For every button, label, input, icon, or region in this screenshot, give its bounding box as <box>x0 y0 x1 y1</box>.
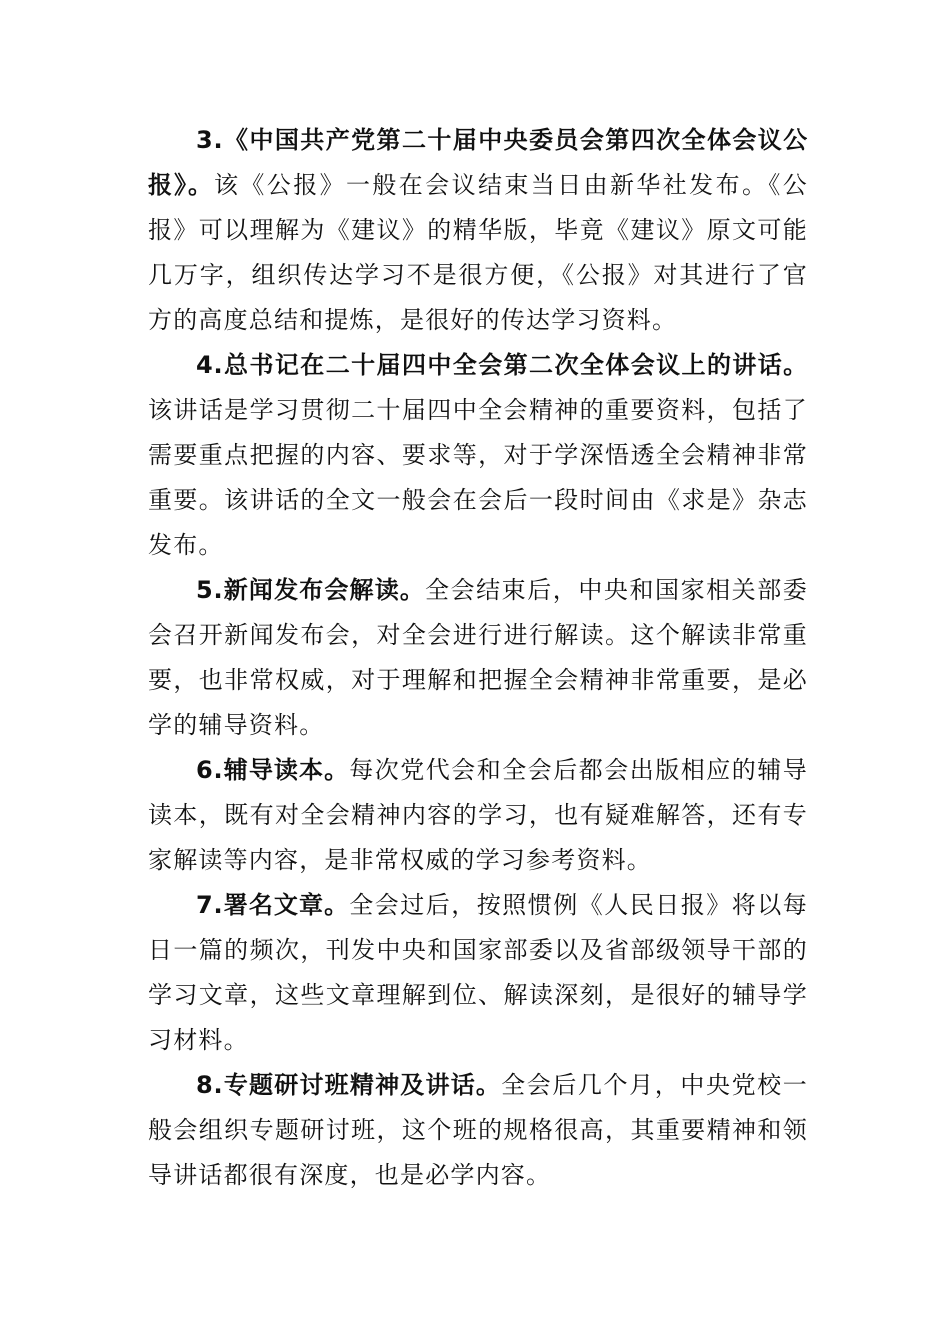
paragraph-heading: 5.新闻发布会解读。 <box>196 576 426 604</box>
paragraph-heading: 4.总书记在二十届四中全会第二次全体会议上的讲话。 <box>196 351 808 379</box>
paragraph-item-3 <box>148 118 808 343</box>
paragraph-body: 该《公报》一般在会议结束当日由新华社发布。《公报》可以理解为《建议》的精华版，毕竟《建议》原文可能几万字，组织传达学习不是很方便，《公报》对其进行了官方的高度总结和提炼，是很好的传达学习资料。 <box>148 171 808 334</box>
paragraph-heading: 3.《中国共产党第二十届中央委员会第四次全体会议公报》。 <box>148 126 808 199</box>
paragraph-body: 全会结束后，中央和国家相关部委会召开新闻发布会，对全会进行进行解读。这个解读非常重要，也非常权威，对于理解和把握全会精神非常重要，是必学的辅导资料。 <box>148 576 808 739</box>
paragraph-body: 全会后几个月，中央党校一般会组织专题研讨班，这个班的规格很高，其重要精神和领导讲话都很有深度，也是必学内容。 <box>148 1071 808 1189</box>
paragraph-item-6 <box>148 748 808 883</box>
paragraph-heading: 8.专题研讨班精神及讲话。 <box>196 1071 502 1099</box>
paragraph-item-4 <box>148 343 808 568</box>
paragraph-heading: 6.辅导读本。 <box>196 756 350 784</box>
paragraph-body: 每次党代会和全会后都会出版相应的辅导读本，既有对全会精神内容的学习，也有疑难解答，还有专家解读等内容，是非常权威的学习参考资料。 <box>148 756 808 874</box>
paragraph-body: 全会过后，按照惯例《人民日报》将以每日一篇的频次，刊发中央和国家部委以及省部级领导干部的学习文章，这些文章理解到位、解读深刻，是很好的辅导学习材料。 <box>148 891 808 1054</box>
paragraph-item-5 <box>148 568 808 748</box>
document-page <box>148 118 808 1198</box>
paragraph-body: 该讲话是学习贯彻二十届四中全会精神的重要资料，包括了需要重点把握的内容、要求等，对于学深悟透全会精神非常重要。该讲话的全文一般会在会后一段时间由《求是》杂志发布。 <box>148 396 808 559</box>
paragraph-item-7 <box>148 883 808 1063</box>
paragraph-heading: 7.署名文章。 <box>196 891 350 919</box>
paragraph-item-8 <box>148 1063 808 1198</box>
